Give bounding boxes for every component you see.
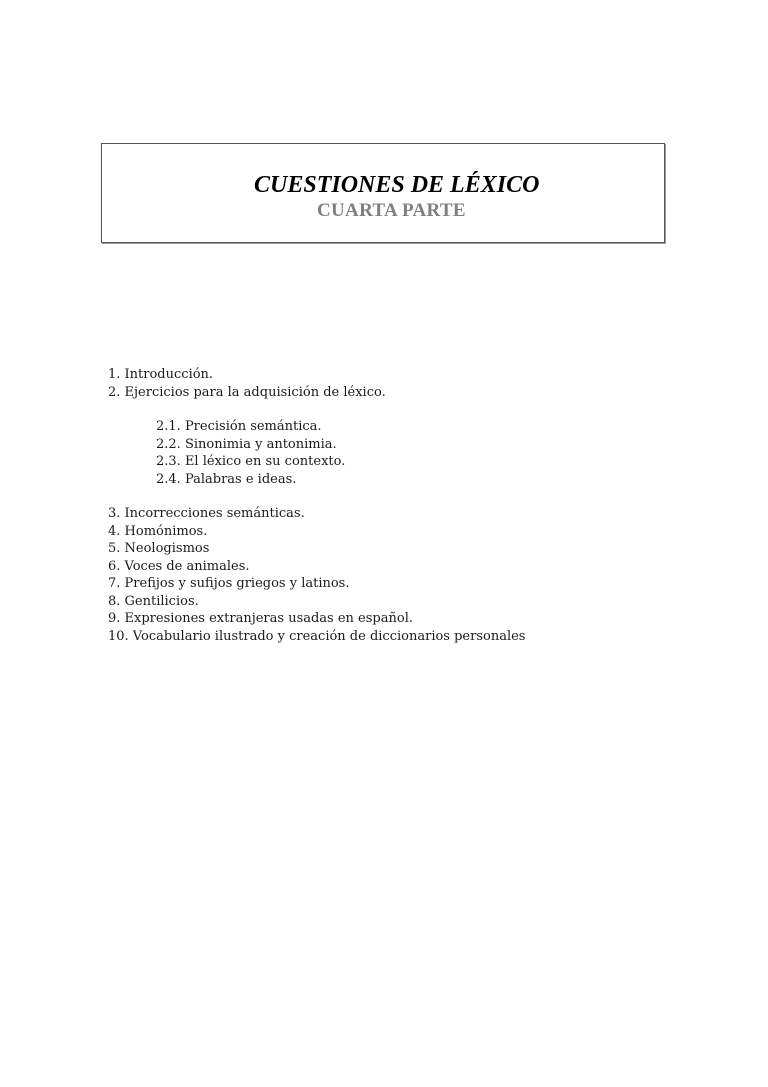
toc-item: 6. Voces de animales.: [108, 558, 250, 574]
title-box: [101, 143, 665, 243]
toc-item: 2. Ejercicios para la adquisición de léxico.: [108, 384, 386, 400]
toc-subitem: 2.3. El léxico en su contexto.: [156, 454, 346, 469]
toc-item: 5. Neologismos: [108, 541, 210, 556]
spacer: [108, 488, 748, 505]
toc-item: 1. Introducción.: [108, 367, 214, 382]
toc-item: 4. Homónimos.: [108, 523, 208, 539]
toc-item: 8. Gentilicios.: [108, 593, 199, 609]
toc-subitem: 2.4. Palabras e ideas.: [156, 471, 297, 487]
toc-item: 10. Vocabulario ilustrado y creación de diccionarios personales: [108, 628, 526, 644]
toc-item: 3. Incorrecciones semánticas.: [108, 506, 305, 521]
document-title: CUESTIONES DE LÉXICO: [254, 172, 540, 198]
spacer: [108, 401, 748, 418]
toc-subitem: 2.2. Sinonimia y antonimia.: [156, 436, 337, 452]
toc-subitem: 2.1. Precisión semántica.: [156, 419, 322, 434]
toc-item: 9. Expresiones extranjeras usadas en español.: [108, 611, 413, 626]
table-of-contents: [108, 366, 748, 645]
document-subtitle: CUARTA PARTE: [317, 200, 466, 221]
toc-item: 7. Prefijos y sufijos griegos y latinos.: [108, 576, 350, 591]
